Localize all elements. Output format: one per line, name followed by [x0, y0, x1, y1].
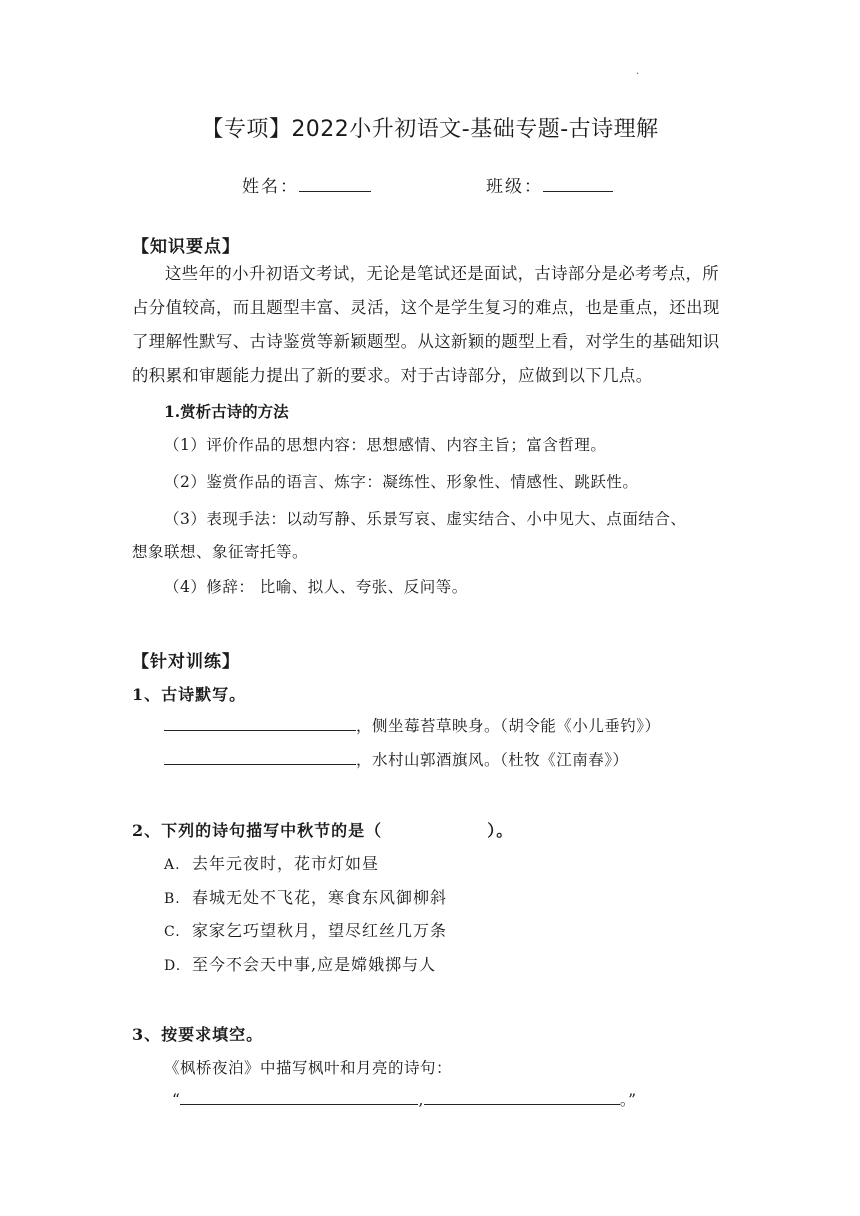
question-3-title: 3、按要求填空。	[132, 1025, 264, 1044]
page-title: 【专项】2022小升初语文-基础专题-古诗理解	[201, 117, 659, 142]
name-blank[interactable]	[299, 177, 371, 192]
class-blank[interactable]	[543, 177, 613, 192]
option-key: B.	[164, 891, 181, 907]
option-b[interactable]	[164, 885, 447, 908]
point-4: （4）修辞： 比喻、拟人、夸张、反问等。	[164, 578, 468, 596]
option-a[interactable]	[164, 851, 379, 874]
answer-blank-2[interactable]	[424, 1094, 620, 1105]
intro-paragraph: 这些年的小升初语文考试，无论是笔试还是面试，古诗部分是必考考点，所占分值较高，而且题型丰富、灵活，这个是学生复习的难点，也是重点，还出现了理解性默写、古诗鉴赏等新颖题型。从这新颖的题型上看，对学生的基础知识的积累和审题能力提出了新的要求。对于古诗部分，应做到以下几点。	[132, 264, 720, 385]
option-key: D.	[164, 958, 182, 974]
class-label: 班级：	[486, 177, 543, 197]
question-1-title: 1、古诗默写。	[132, 685, 247, 704]
option-d[interactable]	[164, 952, 436, 975]
answer-blank[interactable]	[164, 752, 356, 765]
option-text: 家家乞巧望秋月，望尽红丝几万条	[192, 921, 448, 940]
name-field-row	[242, 172, 371, 197]
comma: ,	[418, 1091, 424, 1109]
question-3-answer-line	[172, 1088, 637, 1110]
point-2: （2）鉴赏作品的语言、炼字：凝练性、形象性、情感性、跳跃性。	[164, 473, 639, 491]
name-label: 姓名：	[242, 177, 299, 197]
point-3: （3）表现手法：以动写静、乐景写哀、虚实结合、小中见大、点面结合、	[164, 510, 687, 528]
question-1-line-1	[164, 714, 661, 736]
point-1: （1）评价作品的思想内容：思想感情、内容主旨；富含哲理。	[164, 436, 607, 454]
training-heading: 【针对训练】	[132, 652, 240, 672]
knowledge-heading: 【知识要点】	[132, 237, 240, 257]
option-text: 至今不会天中事,应是嫦娥掷与人	[192, 955, 437, 974]
option-key: C.	[164, 924, 181, 940]
point-3-continued: 想象联想、象征寄托等。	[132, 543, 309, 561]
question-1-line-2	[164, 748, 629, 770]
answer-blank[interactable]	[164, 718, 356, 731]
option-text: 去年元夜时，花市灯如昼	[192, 854, 380, 873]
option-key: A.	[164, 857, 181, 873]
class-field-row	[486, 172, 613, 197]
method-title: 1.赏析古诗的方法	[164, 402, 289, 421]
question-3-prompt: 《枫桥夜泊》中描写枫叶和月亮的诗句：	[164, 1059, 453, 1077]
line-text: ，侧坐莓苔草映身。（胡令能《小儿垂钓》）	[356, 717, 661, 735]
option-c[interactable]	[164, 918, 447, 941]
close-quote: 。”	[619, 1091, 637, 1109]
option-text: 春城无处不飞花，寒食东风御柳斜	[192, 888, 448, 907]
header-mark: .	[636, 66, 640, 77]
question-2-title: 2、下列的诗句描写中秋节的是（ ）。	[132, 821, 514, 840]
line-text: ，水村山郭酒旗风。（杜牧《江南春》）	[356, 751, 629, 769]
answer-blank-1[interactable]	[180, 1094, 418, 1105]
open-quote: “	[172, 1091, 181, 1109]
